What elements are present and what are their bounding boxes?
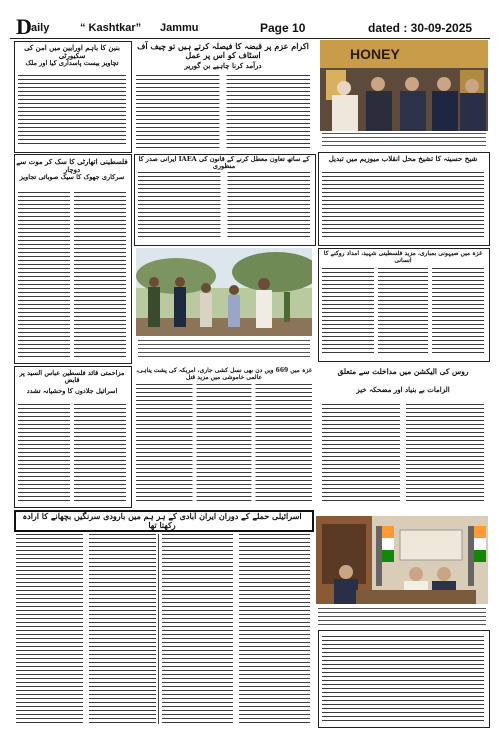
headline-left-lower: مزاحمتی قائد فلسطین عباس السید پر قابض <box>19 369 125 385</box>
body-text-top-left <box>18 75 126 147</box>
masthead-dropcap: D <box>16 14 32 39</box>
photo-caption-center <box>138 340 310 360</box>
body-text-bottom-right <box>322 636 484 722</box>
body-text-left-lower <box>18 404 126 502</box>
subhead-top-left: تچاویز بیست پاسداری کیا اور ملک <box>25 59 119 67</box>
headline-top-left: بنین کا باہم اورایین میں امن کی سکیورٹی <box>24 43 120 60</box>
photo-tree-planting <box>136 248 312 336</box>
headline-right-bottom: روس کی الیکشن میں مداخلت سے متعلق <box>337 367 469 376</box>
body-text-center-mid <box>138 172 310 240</box>
body-text-bottom-left-b <box>162 534 310 724</box>
photo-caption-bottom-right <box>318 608 486 626</box>
page-number: Page 10 <box>260 21 306 35</box>
subhead-right-bottom: الزامات بے بنیاد اور مضحکہ خیز <box>356 385 450 394</box>
body-text-center-lower <box>136 384 312 504</box>
column-rule <box>158 534 159 724</box>
photo-honey-store <box>320 40 488 131</box>
masthead-daily: aily <box>31 22 50 34</box>
photo-sign-text: HONEY <box>350 46 400 62</box>
headline-right-mid: شیخ حسینہ کا تشیخ محل انقلاب میوزیم میں تبدیل <box>328 154 478 163</box>
body-text-right-mid <box>322 172 484 240</box>
issue-date: dated : 30-09-2025 <box>368 21 473 35</box>
headline-center-lower: غزہ میں 669 ویں دن بھی نسل کشی جاری، امریکہ کی پشت پناہی، عالمی خاموشی میں مزید قتل <box>136 367 312 381</box>
photo-caption-top-right <box>322 133 486 147</box>
headline-right-lower: غزہ میں صیہونی بمباری، مزید فلسطینی شہید، امداد روکنے کا انسانی <box>323 250 483 264</box>
banner-headline: اسرائیلی حملے کے دوران ایران آبادی کے ہر ہم میں بارودی سرنگیں بچھانے کا ارادہ رکھتا تھا <box>22 511 302 530</box>
masthead-city: Jammu <box>160 22 199 34</box>
body-text-right-lower <box>322 268 484 356</box>
body-text-left-mid <box>18 192 126 358</box>
subhead-left-mid: سرکاری جھوک کا سیک صوبائی تجاویز <box>19 173 125 181</box>
photo-meeting <box>316 516 488 604</box>
headline-top-center: اکرام عزم پر قبضہ کا فیصلہ کرتے ہیں تو چیف آف اسٹاف کو اس پر عمل <box>137 41 309 60</box>
body-text-bottom-left-a <box>16 534 156 724</box>
subhead-top-center: درآمد کرنا چاہیے بن گوریر <box>184 61 262 70</box>
masthead <box>10 14 490 39</box>
body-text-top-center <box>136 75 310 150</box>
masthead-paper-name: “ Kashtkar” <box>80 22 142 34</box>
headline-left-mid: فلسطینی اتھارٹی کا سک کر موت سے دوچار <box>16 157 128 174</box>
subhead-left-lower: اسرائیل جلادوں کا وحشیانہ تشدد <box>26 387 118 395</box>
body-text-right-bottom <box>322 404 484 504</box>
headline-center-mid: ایرانی صدر کا IAEA کے ساتھ تعاون معطل کرنے کے قانون کی منظوری <box>138 155 310 171</box>
